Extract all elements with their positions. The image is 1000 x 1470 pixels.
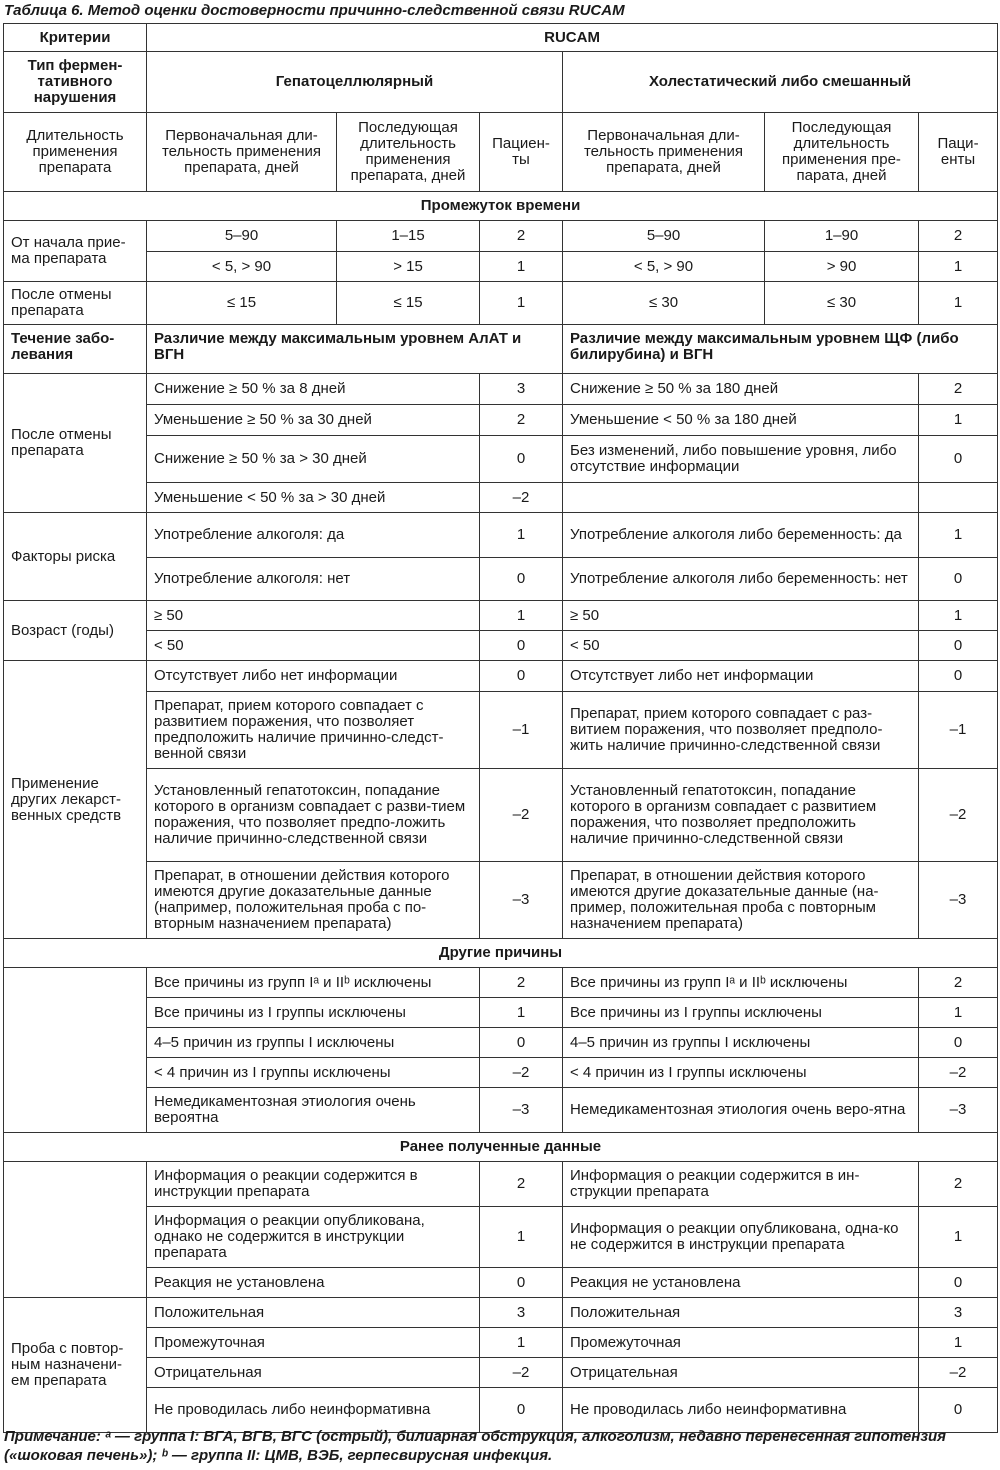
table-row bbox=[4, 1358, 998, 1388]
row-label: Применение других лекарст-венных средств bbox=[4, 661, 147, 939]
table-cell: 1 bbox=[480, 1328, 563, 1358]
table-cell: 0 bbox=[919, 1388, 998, 1433]
table-cell: Препарат, прием которого совпадает с развитием поражения, что позволяет предположить наличие причинно-следст-венной связи bbox=[147, 692, 480, 769]
table-row bbox=[4, 252, 998, 282]
section-row bbox=[4, 325, 998, 374]
table-cell: < 4 причин из I группы исключены bbox=[147, 1058, 480, 1088]
table-row bbox=[4, 1268, 998, 1298]
table-row bbox=[4, 558, 998, 601]
table-cell: Пациен-ты bbox=[480, 113, 563, 192]
table-cell: Не проводилась либо неинформативна bbox=[563, 1388, 919, 1433]
table-cell: Без изменений, либо повышение уровня, либо отсутствие информации bbox=[563, 436, 919, 483]
table-cell: Все причины из I группы исключены bbox=[147, 998, 480, 1028]
table-cell: Промежуточная bbox=[147, 1328, 480, 1358]
row-label: Течение забо-левания bbox=[4, 325, 147, 374]
table-row bbox=[4, 692, 998, 769]
table-cell: 1 bbox=[480, 513, 563, 558]
table-cell: Первоначальная дли-тельность применения препарата, дней bbox=[147, 113, 337, 192]
table-cell: 3 bbox=[480, 1298, 563, 1328]
table-row bbox=[4, 661, 998, 692]
section-row bbox=[4, 939, 998, 968]
table-cell: < 5, > 90 bbox=[563, 252, 765, 282]
row-label: От начала прие-ма препарата bbox=[4, 221, 147, 282]
table-row bbox=[4, 1388, 998, 1433]
table-cell: Информация о реакции опубликована, одна-ко не содержится в инструкции препарата bbox=[563, 1207, 919, 1268]
table-cell: 0 bbox=[480, 1028, 563, 1058]
table-cell: Положительная bbox=[147, 1298, 480, 1328]
table-cell: 0 bbox=[919, 661, 998, 692]
table-row bbox=[4, 1328, 998, 1358]
row-label: После отмены препарата bbox=[4, 374, 147, 513]
table-cell: 2 bbox=[919, 1162, 998, 1207]
table-cell: Отсутствует либо нет информации bbox=[147, 661, 480, 692]
table-cell: > 15 bbox=[337, 252, 480, 282]
table-cell: 1 bbox=[919, 513, 998, 558]
table-row bbox=[4, 405, 998, 436]
table-cell: Отсутствует либо нет информации bbox=[563, 661, 919, 692]
table-cell: 2 bbox=[919, 374, 998, 405]
table-cell: 1–15 bbox=[337, 221, 480, 252]
row-label: Проба с повтор-ным назначени-ем препарата bbox=[4, 1298, 147, 1433]
table-row bbox=[4, 282, 998, 325]
subsection-title: Различие между максимальным уровнем АлАТ и ВГН bbox=[147, 325, 563, 374]
empty-label bbox=[4, 1162, 147, 1298]
hepatocellular-header: Гепатоцеллюлярный bbox=[147, 52, 563, 113]
table-cell bbox=[563, 483, 919, 513]
table-cell: 1 bbox=[919, 282, 998, 325]
table-cell: 0 bbox=[919, 436, 998, 483]
table-cell: –1 bbox=[480, 692, 563, 769]
table-cell: –3 bbox=[919, 1088, 998, 1133]
table-row bbox=[4, 769, 998, 862]
table-cell: > 90 bbox=[765, 252, 919, 282]
section-title: Ранее полученные данные bbox=[4, 1133, 998, 1162]
table-cell: –2 bbox=[919, 1358, 998, 1388]
table-cell: –2 bbox=[480, 1058, 563, 1088]
table-cell: Снижение ≥ 50 % за 180 дней bbox=[563, 374, 919, 405]
table-cell: Не проводилась либо неинформативна bbox=[147, 1388, 480, 1433]
table-cell: –2 bbox=[480, 483, 563, 513]
table-row bbox=[4, 1028, 998, 1058]
section-row bbox=[4, 192, 998, 221]
table-cell: 2 bbox=[480, 1162, 563, 1207]
cholestatic-header: Холестатический либо смешанный bbox=[563, 52, 998, 113]
header-row bbox=[4, 113, 998, 192]
table-caption: Таблица 6. Метод оценки достоверности причинно-следственной связи RUCAM bbox=[4, 2, 625, 19]
table-cell: 5–90 bbox=[147, 221, 337, 252]
table-cell: 0 bbox=[919, 1268, 998, 1298]
table-cell: 1 bbox=[480, 282, 563, 325]
table-cell: Употребление алкоголя либо беременность: да bbox=[563, 513, 919, 558]
table-cell: 1 bbox=[919, 405, 998, 436]
table-cell: Все причины из I группы исключены bbox=[563, 998, 919, 1028]
table-cell: 1–90 bbox=[765, 221, 919, 252]
table-cell: 0 bbox=[480, 558, 563, 601]
table-cell: Препарат, в отношении действия которого имеются другие доказательные данные (например, положительная проба с по-вторным назначением препарата) bbox=[147, 862, 480, 939]
table-cell: 0 bbox=[480, 1388, 563, 1433]
table-cell: –1 bbox=[919, 692, 998, 769]
duration-header: Длительность применения препарата bbox=[4, 113, 147, 192]
table-cell: 0 bbox=[480, 436, 563, 483]
table-row bbox=[4, 483, 998, 513]
table-cell: Последующая длительность применения препарата, дней bbox=[337, 113, 480, 192]
table-cell: Положительная bbox=[563, 1298, 919, 1328]
table-cell: Употребление алкоголя либо беременность: нет bbox=[563, 558, 919, 601]
table-cell: ≤ 15 bbox=[337, 282, 480, 325]
table-row bbox=[4, 1088, 998, 1133]
table-cell: Установленный гепатотоксин, попадание которого в организм совпадает с разви-тием поражения, что позволяет предпо-ложить наличие причинно-следственной связи bbox=[147, 769, 480, 862]
row-label: После отмены препарата bbox=[4, 282, 147, 325]
table-cell: Реакция не установлена bbox=[147, 1268, 480, 1298]
table-cell: 0 bbox=[480, 1268, 563, 1298]
table-cell: –2 bbox=[480, 1358, 563, 1388]
criteria-header: Критерии bbox=[4, 24, 147, 52]
table-row bbox=[4, 513, 998, 558]
table-row bbox=[4, 631, 998, 661]
table-cell: Отрицательная bbox=[147, 1358, 480, 1388]
table-cell: 1 bbox=[919, 998, 998, 1028]
table-cell: 1 bbox=[480, 998, 563, 1028]
empty-label bbox=[4, 968, 147, 1133]
table-cell: Немедикаментозная этиология очень вероятна bbox=[147, 1088, 480, 1133]
table-row bbox=[4, 374, 998, 405]
table-cell: –3 bbox=[480, 862, 563, 939]
table-cell: Снижение ≥ 50 % за 8 дней bbox=[147, 374, 480, 405]
table-cell: –3 bbox=[480, 1088, 563, 1133]
table-cell: 2 bbox=[480, 221, 563, 252]
table-cell: Употребление алкоголя: да bbox=[147, 513, 480, 558]
table-cell: Установленный гепатотоксин, попадание которого в организм совпадает с развитием поражения, что позволяет предположить наличие причинно-следственной связи bbox=[563, 769, 919, 862]
table-cell: 1 bbox=[919, 1328, 998, 1358]
table-cell: 2 bbox=[919, 968, 998, 998]
table-cell: Все причины из групп Iᵃ и IIᵇ исключены bbox=[147, 968, 480, 998]
table-row bbox=[4, 601, 998, 631]
rucam-table bbox=[3, 23, 998, 1433]
table-cell: 1 bbox=[480, 252, 563, 282]
table-cell: Немедикаментозная этиология очень веро-ятна bbox=[563, 1088, 919, 1133]
table-cell: 1 bbox=[919, 1207, 998, 1268]
row-label: Возраст (годы) bbox=[4, 601, 147, 661]
table-cell: Препарат, прием которого совпадает с раз-витием поражения, что позволяет предполо-жить наличие причинно-следственной связи bbox=[563, 692, 919, 769]
table-cell: Реакция не установлена bbox=[563, 1268, 919, 1298]
table-cell: 0 bbox=[919, 1028, 998, 1058]
section-row bbox=[4, 1133, 998, 1162]
table-row bbox=[4, 998, 998, 1028]
table-cell: Все причины из групп Iᵃ и IIᵇ исключены bbox=[563, 968, 919, 998]
table-cell: 1 bbox=[919, 601, 998, 631]
table-cell: 1 bbox=[919, 252, 998, 282]
header-row bbox=[4, 52, 998, 113]
table-cell: < 50 bbox=[563, 631, 919, 661]
header-row bbox=[4, 24, 998, 52]
table-cell: 3 bbox=[480, 374, 563, 405]
table-cell: 0 bbox=[480, 661, 563, 692]
table-cell: ≥ 50 bbox=[147, 601, 480, 631]
table-row bbox=[4, 221, 998, 252]
table-cell: < 50 bbox=[147, 631, 480, 661]
table-cell: 1 bbox=[480, 1207, 563, 1268]
table-row bbox=[4, 1058, 998, 1088]
table-cell: Уменьшение ≥ 50 % за 30 дней bbox=[147, 405, 480, 436]
table-cell: 0 bbox=[919, 631, 998, 661]
table-cell: –2 bbox=[919, 769, 998, 862]
table-cell: ≤ 30 bbox=[563, 282, 765, 325]
table-cell: 5–90 bbox=[563, 221, 765, 252]
table-cell: 0 bbox=[919, 558, 998, 601]
table-cell: Паци-енты bbox=[919, 113, 998, 192]
table-cell: ≥ 50 bbox=[563, 601, 919, 631]
table-cell: 4–5 причин из группы I исключены bbox=[563, 1028, 919, 1058]
table-cell: < 5, > 90 bbox=[147, 252, 337, 282]
section-title: Другие причины bbox=[4, 939, 998, 968]
table-cell: Препарат, в отношении действия которого имеются другие доказательные данные (на-пример, положительная проба с повторным назначением препарата) bbox=[563, 862, 919, 939]
table-cell: Снижение ≥ 50 % за > 30 дней bbox=[147, 436, 480, 483]
row-label: Факторы риска bbox=[4, 513, 147, 601]
table-row bbox=[4, 1207, 998, 1268]
table-cell: Информация о реакции содержится в инструкции препарата bbox=[147, 1162, 480, 1207]
table-cell: –2 bbox=[919, 1058, 998, 1088]
section-title: Промежуток времени bbox=[4, 192, 998, 221]
table-cell: ≤ 15 bbox=[147, 282, 337, 325]
table-cell: 3 bbox=[919, 1298, 998, 1328]
table-cell: –2 bbox=[480, 769, 563, 862]
table-cell: ≤ 30 bbox=[765, 282, 919, 325]
table-cell: Первоначальная дли-тельность применения препарата, дней bbox=[563, 113, 765, 192]
subsection-title: Различие между максимальным уровнем ЩФ (либо билирубина) и ВГН bbox=[563, 325, 998, 374]
table-row bbox=[4, 1162, 998, 1207]
table-cell: 2 bbox=[480, 968, 563, 998]
table-row bbox=[4, 968, 998, 998]
table-cell: Употребление алкоголя: нет bbox=[147, 558, 480, 601]
table-cell: –3 bbox=[919, 862, 998, 939]
table-cell: Уменьшение < 50 % за 180 дней bbox=[563, 405, 919, 436]
table-cell: Промежуточная bbox=[563, 1328, 919, 1358]
table-cell: 2 bbox=[480, 405, 563, 436]
rucam-header: RUCAM bbox=[147, 24, 998, 52]
table-cell: 0 bbox=[480, 631, 563, 661]
table-cell bbox=[919, 483, 998, 513]
table-row bbox=[4, 436, 998, 483]
table-cell: 1 bbox=[480, 601, 563, 631]
table-cell: < 4 причин из I группы исключены bbox=[563, 1058, 919, 1088]
table-note: Примечание: ᵃ — группа I: ВГА, ВГВ, ВГС (острый), билиарная обструкция, алкоголизм, недавно перенесенная гипотензия («шоковая печень»); ᵇ — группа II: ЦМВ, ВЭБ, герпесвирусная инфекция. bbox=[4, 1428, 946, 1464]
table-cell: Отрицательная bbox=[563, 1358, 919, 1388]
table-cell: Информация о реакции содержится в ин-струкции препарата bbox=[563, 1162, 919, 1207]
table-cell: 4–5 причин из группы I исключены bbox=[147, 1028, 480, 1058]
table-cell: Уменьшение < 50 % за > 30 дней bbox=[147, 483, 480, 513]
table-row bbox=[4, 1298, 998, 1328]
table-cell: Последующая длительность применения пре-парата, дней bbox=[765, 113, 919, 192]
table-cell: Информация о реакции опубликована, однако не содержится в инструкции препарата bbox=[147, 1207, 480, 1268]
table-cell: 2 bbox=[919, 221, 998, 252]
disorder-type-header: Тип фермен-тативного нарушения bbox=[4, 52, 147, 113]
table-row bbox=[4, 862, 998, 939]
